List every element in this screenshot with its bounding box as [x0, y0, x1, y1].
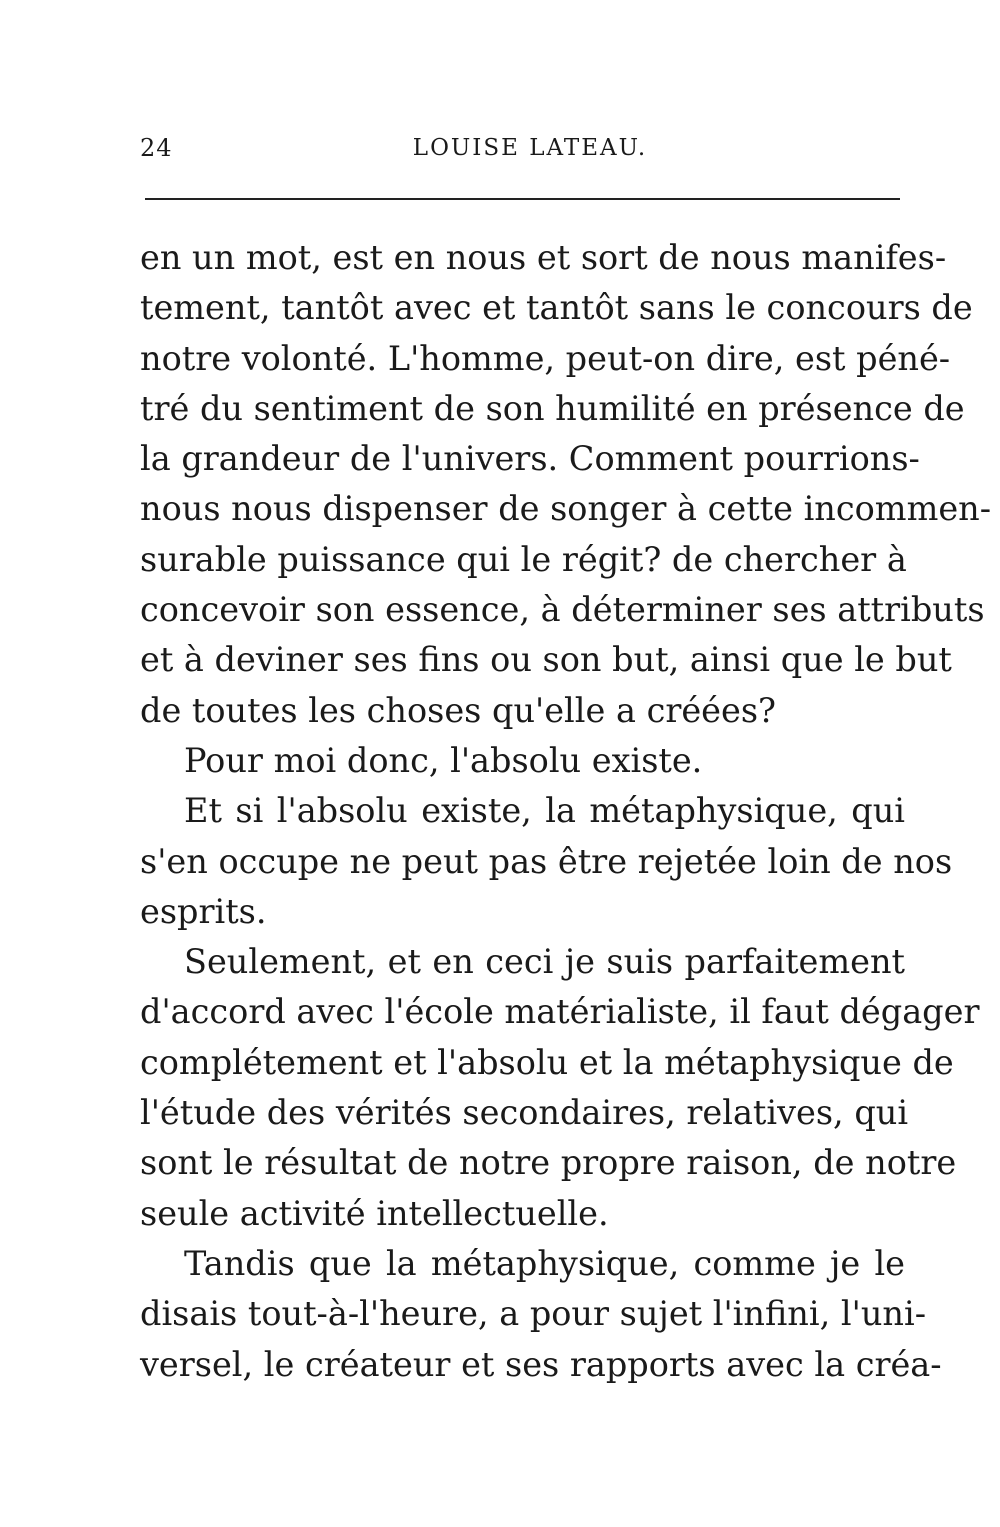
text-line: tré du sentiment de son humilité en présence de [140, 388, 965, 428]
paragraph [140, 937, 980, 1239]
text-line: Tandis que la métaphysique, comme je le [184, 1243, 905, 1283]
text-line: concevoir son essence, à déterminer ses attributs [140, 590, 985, 630]
text-line: disais tout-à-l'heure, a pour sujet l'infini, l'uni- [140, 1294, 927, 1334]
text-line: la grandeur de l'univers. Comment pourrions- [140, 439, 920, 479]
text-line: sont le résultat de notre propre raison, de notre [140, 1143, 957, 1183]
paragraph [140, 736, 905, 786]
running-head-title: LOUISE LATEAU. [412, 135, 648, 161]
header-rule [145, 198, 900, 200]
page-number: 24 [140, 134, 173, 162]
text-line: complétement et l'absolu et la métaphysique de [140, 1042, 954, 1082]
running-head [140, 133, 905, 163]
paragraph [140, 786, 953, 937]
text-line: Et si l'absolu existe, la métaphysique, qui [184, 791, 905, 831]
text-line: d'accord avec l'école matérialiste, il faut dégager [140, 992, 980, 1032]
text-line: de toutes les choses qu'elle a créées? [140, 690, 776, 730]
text-line: seule activité intellectuelle. [140, 1193, 609, 1233]
text-line: en un mot, est en nous et sort de nous manifes- [140, 238, 947, 277]
text-line: Seulement, et en ceci je suis parfaitement [184, 942, 905, 982]
text-line: versel, le créateur et ses rapports avec la créa- [140, 1344, 942, 1384]
text-line: notre volonté. L'homme, peut-on dire, est péné- [140, 338, 951, 378]
paragraph [140, 1239, 942, 1390]
text-line: tement, tantôt avec et tantôt sans le concours de [140, 288, 973, 328]
paragraph [140, 233, 992, 736]
text-line: esprits. [140, 891, 267, 931]
text-line: surable puissance qui le régit? de chercher à [140, 539, 907, 579]
text-line: et à deviner ses fins ou son but, ainsi que le but [140, 640, 952, 680]
text-line: l'étude des vérités secondaires, relatives, qui [140, 1093, 909, 1133]
body-text [140, 233, 992, 1390]
text-line: Pour moi donc, l'absolu existe. [184, 740, 703, 780]
text-line: s'en occupe ne peut pas être rejetée loin de nos [140, 841, 953, 881]
text-line: nous nous dispenser de songer à cette incommen- [140, 489, 992, 529]
